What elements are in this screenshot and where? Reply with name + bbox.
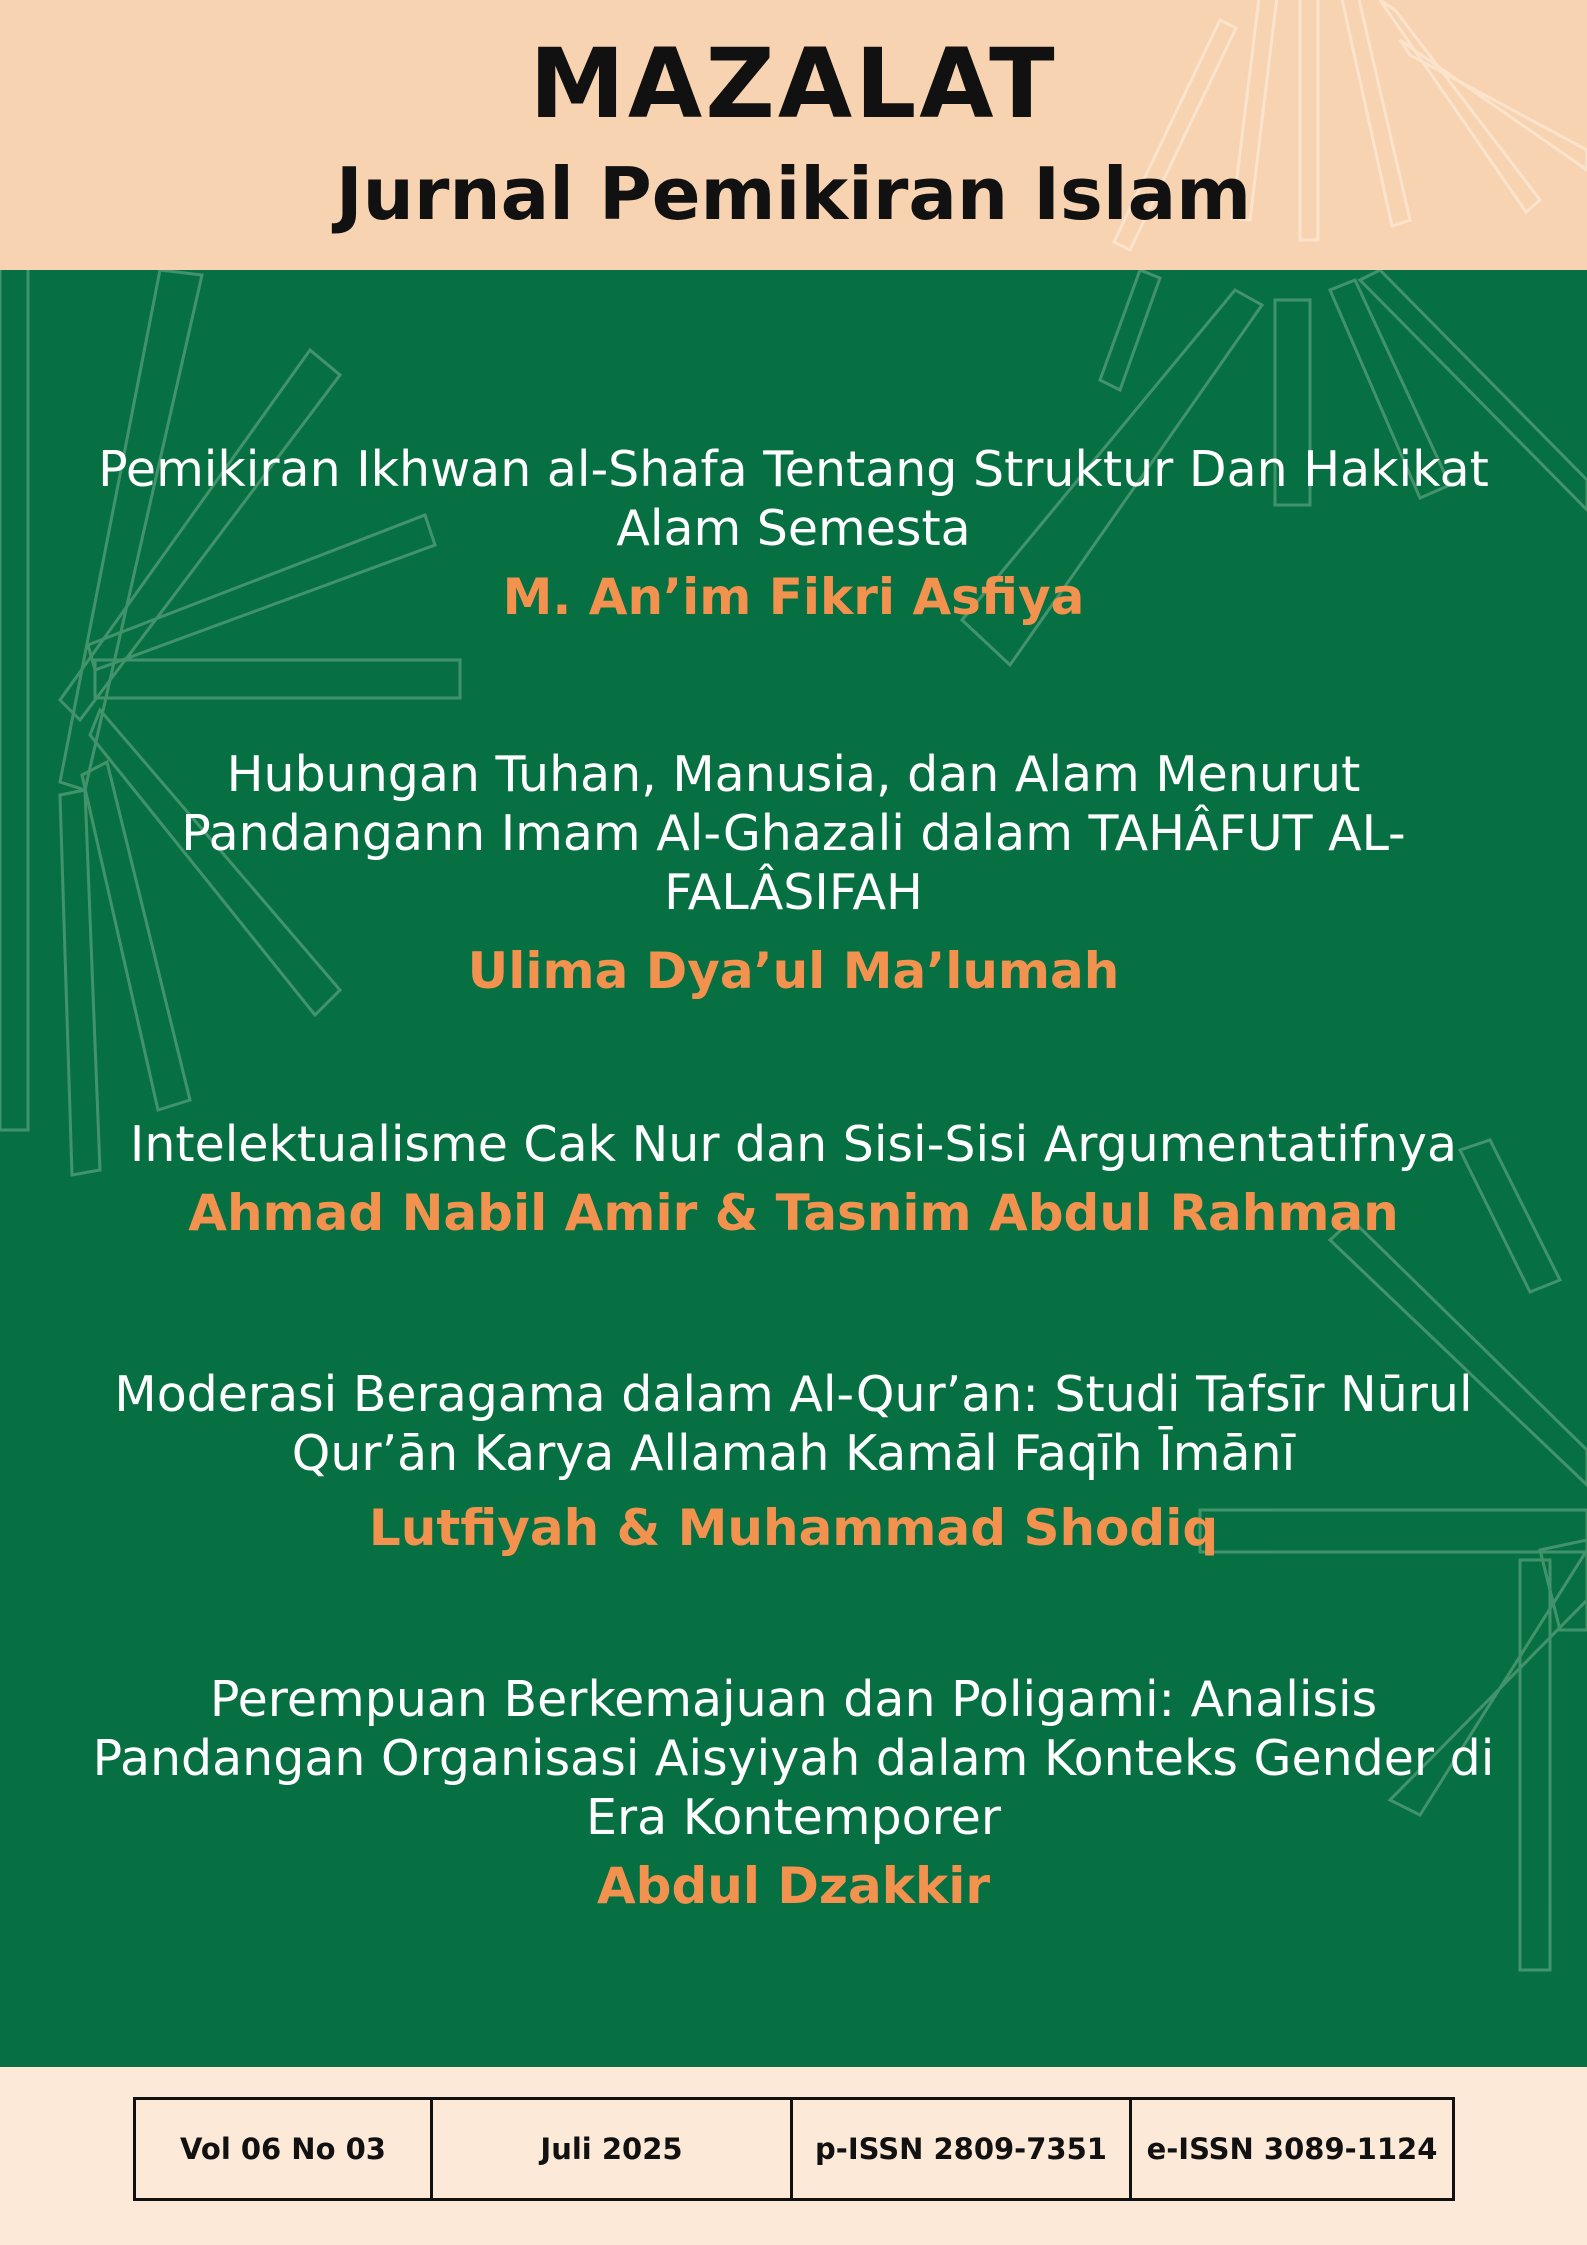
issue-info-table: [133, 2097, 1455, 2201]
article-author: Ulima Dya’ul Ma’lumah: [467, 942, 1120, 1000]
article-title: Pemikiran Ikhwan al-Shafa Tentang Struktur Dan Hakikat Alam Semesta: [98, 441, 1489, 557]
e-issn-cell: e-ISSN 3089-1124: [1129, 2100, 1452, 2198]
cover-header: [0, 0, 1587, 270]
article-5: [80, 1670, 1507, 1917]
p-issn-cell: p-ISSN 2809-7351: [790, 2100, 1129, 2198]
article-title: Perempuan Berkemajuan dan Poligami: Analisis Pandangan Organisasi Aisyiyah dalam Konteks Gender di Era Kontemporer: [92, 1671, 1495, 1846]
article-4: [80, 1365, 1507, 1559]
article-author: Lutfiyah & Muhammad Shodiq: [368, 1499, 1219, 1557]
article-author: Ahmad Nabil Amir & Tasnim Abdul Rahman: [188, 1184, 1399, 1242]
article-title: Moderasi Beragama dalam Al-Qur’an: Studi Tafsīr Nūrul Qur’ān Karya Allamah Kamāl Faqīh Īmānī: [114, 1366, 1473, 1482]
volume-cell: Vol 06 No 03: [180, 2132, 386, 2166]
article-author: Abdul Dzakkir: [596, 1857, 991, 1915]
article-title: Hubungan Tuhan, Manusia, dan Alam Menurut Pandangann Imam Al-Ghazali dalam TAHÂFUT AL-FALÂSIFAH: [181, 746, 1406, 921]
journal-subtitle: Jurnal Pemikiran Islam: [335, 152, 1252, 236]
cover-main: [0, 270, 1587, 2067]
article-2: [80, 745, 1507, 1002]
article-3: [80, 1115, 1507, 1244]
article-1: [80, 440, 1507, 628]
date-cell: Juli 2025: [430, 2100, 790, 2198]
article-title: Intelektualisme Cak Nur dan Sisi-Sisi Argumentatifnya: [129, 1116, 1458, 1173]
article-author: M. An’im Fikri Asfiya: [502, 568, 1085, 626]
journal-title: MAZALAT: [529, 28, 1058, 140]
